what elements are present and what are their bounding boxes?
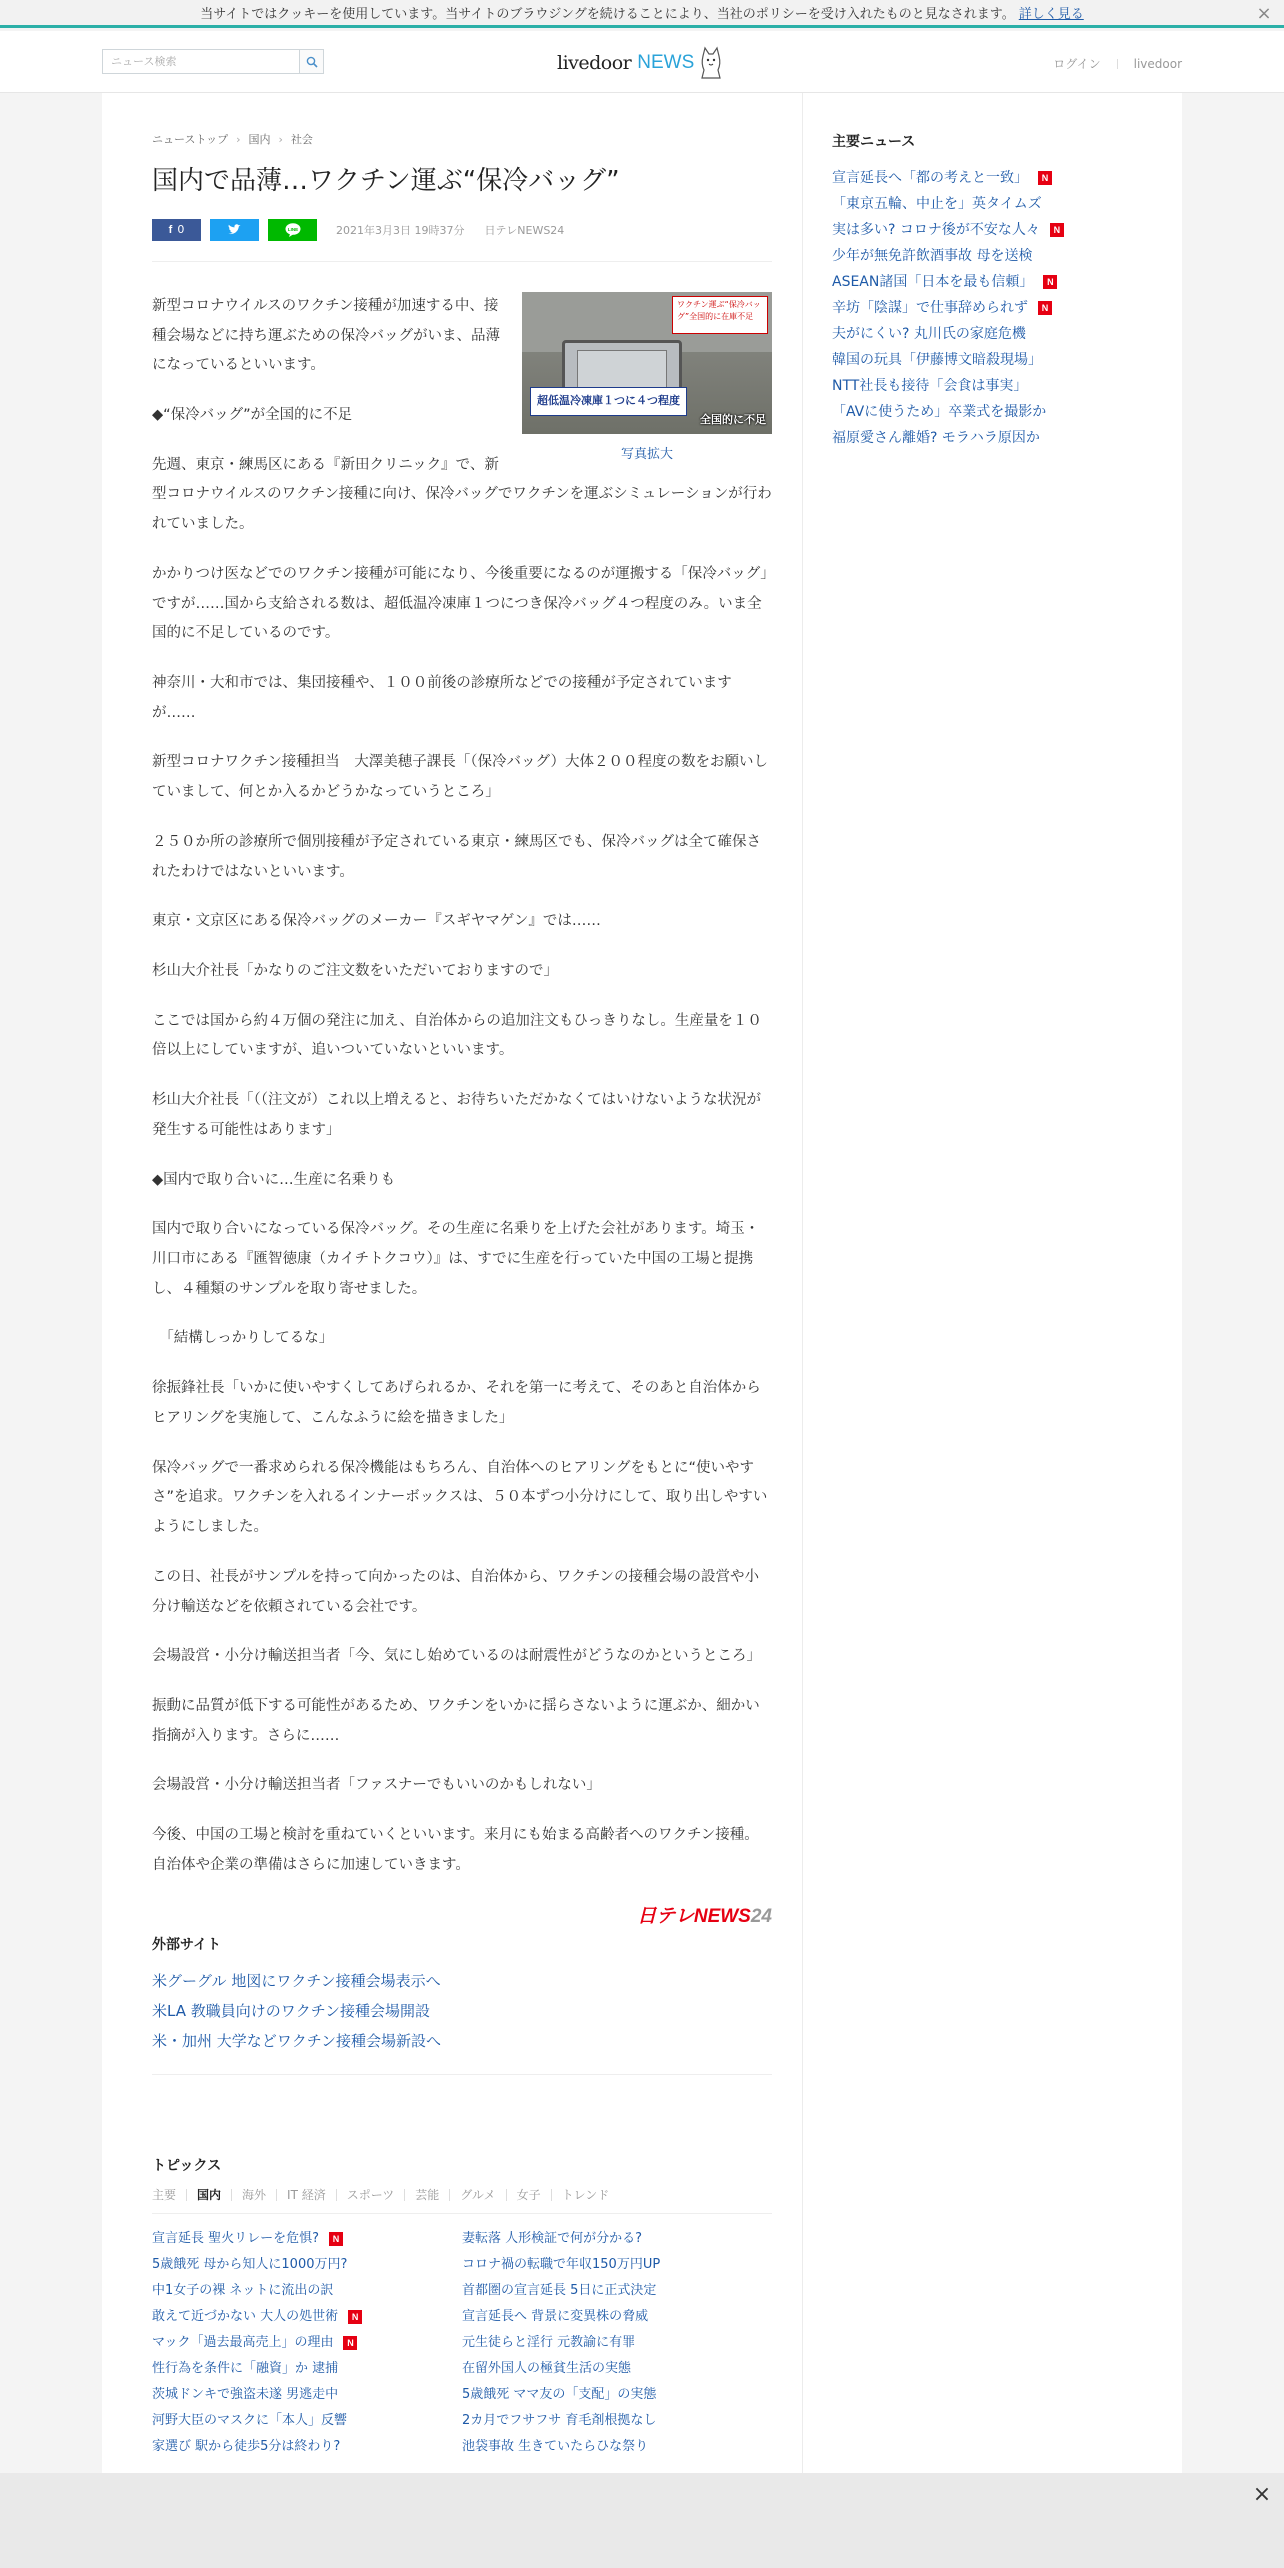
column-divider [802, 93, 803, 2493]
article-paragraph: 新型コロナウイルスのワクチン接種が加速する中、接種会場などに持ち運ぶための保冷バッグがいま、品薄になっているといいます。 [152, 297, 500, 374]
topic-link[interactable] [152, 2330, 462, 2356]
source-logo-number: 24 [750, 1905, 772, 1927]
topic-link-text: 首都圏の宣言延長 5日に正式決定 [462, 2282, 657, 2298]
article-meta [152, 219, 772, 241]
topic-column-left [152, 2226, 462, 2460]
cookie-close-button[interactable] [1254, 4, 1274, 24]
article-paragraph: 先週、東京・練馬区にある『新田クリニック』で、新型コロナウイルスのワクチン接種に向け、保冷バッグでワクチンを運ぶシミュレーションが行われていました。 [152, 456, 772, 533]
sidebar-news-link-text: 実は多い? コロナ後が不安な人々 [832, 222, 1040, 238]
topic-link[interactable] [152, 2434, 462, 2460]
line-share-button[interactable] [268, 219, 317, 241]
topic-tab[interactable]: IT 経済 [276, 2189, 336, 2201]
new-badge-icon: N [1043, 275, 1057, 289]
sidebar-news-link[interactable] [832, 373, 1152, 399]
topic-link[interactable] [462, 2278, 772, 2304]
topic-link[interactable] [152, 2304, 462, 2330]
topic-link-text: 2カ月でフサフサ 育毛剤根拠なし [462, 2412, 657, 2428]
site-logo[interactable] [557, 45, 724, 81]
topic-link[interactable] [462, 2226, 772, 2252]
article-paragraph: 振動に品質が低下する可能性があるため、ワクチンをいかに揺らさないように運ぶか、細かい指摘が入ります。さらに…… [152, 1697, 760, 1744]
divider [152, 2213, 772, 2214]
topic-link[interactable] [462, 2382, 772, 2408]
source-logo-text: 日テレNEWS [637, 1905, 751, 1927]
sidebar-news-link[interactable] [832, 217, 1152, 243]
topic-link-text: 池袋事故 生きていたらひな祭り [462, 2438, 649, 2454]
topic-link[interactable] [462, 2434, 772, 2460]
cookie-more-link[interactable]: 詳しく見る [1018, 7, 1084, 22]
article-paragraph: 「結構しっかりしてるな」 [152, 1330, 334, 1347]
new-badge-icon: N [1038, 301, 1052, 315]
topic-link[interactable] [462, 2252, 772, 2278]
sidebar-news-link[interactable] [832, 243, 1152, 269]
article-title: 国内で品薄…ワクチン運ぶ“保冷バッグ” [152, 166, 620, 196]
chevron-right-icon: › [236, 132, 241, 146]
topic-tab[interactable]: スポーツ [336, 2189, 405, 2201]
topic-link[interactable] [152, 2226, 462, 2252]
new-badge-icon: N [1038, 171, 1052, 185]
topic-link[interactable] [152, 2356, 462, 2382]
article-paragraph: 国内で取り合いになっている保冷バッグ。その生産に名乗りを上げた会社があります。埼玉・川口市にある『匯智徳康（カイチトクコウ）』は、すでに生産を行っていた中国の工場と提携し、４種類のサンプルを取り寄せました。 [152, 1221, 760, 1297]
new-badge-icon: N [348, 2310, 362, 2324]
close-icon: × [1252, 2482, 1272, 2507]
topic-link-text: 性行為を条件に「融資」か 逮捕 [152, 2360, 339, 2376]
topic-link-text: 妻転落 人形検証で何が分かる? [462, 2230, 643, 2246]
login-link[interactable]: ログイン [1053, 57, 1101, 71]
cookie-banner [0, 0, 1284, 28]
sidebar-news-link-text: NTT社長も接待「会食は事実」 [832, 378, 1028, 394]
breadcrumb [152, 131, 772, 147]
chevron-right-icon: › [278, 132, 283, 146]
external-links [152, 1966, 772, 2056]
line-icon [285, 223, 301, 237]
sidebar-news-link-text: 辛坊「陰謀」で仕事辞められず [832, 300, 1028, 316]
sidebar-news-link[interactable] [832, 425, 1152, 451]
sidebar-news-link[interactable] [832, 321, 1152, 347]
divider [152, 2074, 772, 2075]
topic-grid [152, 2226, 772, 2460]
bottom-ad-bar [0, 2473, 1284, 2568]
topic-tab[interactable]: 女子 [506, 2189, 551, 2201]
twitter-share-button[interactable] [210, 219, 259, 241]
topic-link[interactable] [462, 2408, 772, 2434]
article-paragraph: 東京・文京区にある保冷バッグのメーカー『スギヤマゲン』では…… [152, 913, 601, 930]
topic-tab[interactable]: 主要 [152, 2187, 177, 2202]
article-paragraph: ２５０か所の診療所で個別接種が予定されている東京・練馬区でも、保冷バッグは全て確保されたわけではないといいます。 [152, 833, 761, 880]
topic-tab[interactable]: 芸能 [404, 2189, 449, 2201]
photo-caption-top: ワクチン運ぶ“保冷バッグ”全国的に在庫不足 [672, 296, 768, 334]
search-button[interactable] [299, 50, 323, 73]
svg-text:LINE: LINE [287, 226, 298, 232]
photo-cooler-lid [577, 350, 667, 388]
topic-link[interactable] [152, 2382, 462, 2408]
topic-link-text: 宣言延長へ 背景に変異株の脅威 [462, 2308, 649, 2324]
topic-link[interactable] [462, 2304, 772, 2330]
topic-link-text: 茨城ドンキで強盗未遂 男逃走中 [152, 2386, 339, 2402]
topic-link-text: 中1女子の裸 ネットに流出の訳 [152, 2282, 334, 2298]
topic-link[interactable] [152, 2278, 462, 2304]
sidebar-news-link[interactable] [832, 165, 1152, 191]
article-paragraph: 保冷バッグで一番求められる保冷機能はもちろん、自治体へのヒアリングをもとに“使いやすさ”を追求。ワクチンを入れるインナーボックスは、５０本ずつ小分けにして、取り出しやすいようにしました。 [152, 1459, 768, 1536]
sidebar-news-link-text: 韓国の玩具「伊藤博文暗殺現場」 [832, 352, 1042, 368]
bottom-bar-close-button[interactable] [1250, 2483, 1274, 2507]
topic-link[interactable] [152, 2252, 462, 2278]
topic-tab[interactable]: 海外 [231, 2189, 276, 2201]
article-paragraph: 徐振鋒社長「いかに使いやすくしてあげられるか、それを第一に考えて、そのあと自治体からヒアリングを実施して、こんなふうに絵を描きました」 [152, 1380, 761, 1426]
photo-enlarge-link[interactable]: 写真拡大 [620, 446, 673, 462]
sidebar-news-link-text: 宣言延長へ「都の考えと一致」 [832, 170, 1028, 186]
topic-link-text: 5歳餓死 母から知人に1000万円? [152, 2256, 348, 2272]
divider [152, 261, 772, 262]
photo-caption-main: 超低温冷凍庫１つに４つ程度 [530, 387, 687, 416]
cookie-text: 当サイトではクッキーを使用しています。当サイトのブラウジングを続けることにより、当社のポリシーを受け入れたものと見なされます。 [200, 7, 1015, 22]
facebook-share-button[interactable] [152, 219, 201, 241]
topic-column-right [462, 2226, 772, 2460]
topic-tab[interactable]: 国内 [186, 2189, 231, 2201]
article-body [152, 292, 772, 1881]
livedoor-link[interactable]: livedoor [1133, 56, 1182, 71]
sidebar-news-link-text: 福原愛さん離婚? モラハラ原因か [832, 430, 1040, 446]
article-paragraph: 会場設営・小分け輸送担当者「今、気にし始めているのは耐震性がどうなのかというところ」 [152, 1648, 761, 1665]
new-badge-icon: N [1050, 223, 1064, 237]
sidebar-news-link-text: ASEAN諸国「日本を最も信頼」 [832, 274, 1034, 290]
source-logo[interactable] [152, 1901, 772, 1928]
sidebar-news-link[interactable] [832, 269, 1152, 295]
article-photo [522, 292, 772, 469]
article-photo-image[interactable] [522, 292, 772, 434]
article-paragraph: 今後、中国の工場と検討を重ねていくといいます。来月にも始まる高齢者へのワクチン接種。自治体や企業の準備はさらに加速していきます。 [152, 1827, 759, 1873]
topic-link-text: 元生徒らと淫行 元教諭に有罪 [462, 2334, 636, 2350]
external-link[interactable]: 米・加州 大学などワクチン接種会場新設へ [152, 2031, 442, 2050]
header-divider [1117, 59, 1118, 69]
logo-news: NEWS [637, 52, 695, 73]
article-source: 日テレNEWS24 [484, 223, 565, 237]
article-paragraph: ここでは国から約４万個の発注に加え、自治体からの追加注文もひっきりなし。生産量を１０倍以上にしていますが、追いついていないといいます。 [152, 1012, 762, 1059]
article-paragraph: 杉山大介社長「（（注文が）これ以上増えると、お待ちいただかなくてはいけないような状況が発生する可能性はあります」 [152, 1092, 761, 1138]
new-badge-icon: N [343, 2336, 357, 2350]
topic-link[interactable] [462, 2330, 772, 2356]
logo-livedoor: livedoor [557, 52, 632, 74]
topic-link-text: マック「過去最高売上」の理由 [152, 2334, 334, 2350]
sidebar-news-list [832, 165, 1152, 451]
sidebar-news-link-text: 少年が無免許飲酒事故 母を送検 [832, 248, 1033, 264]
article-paragraph: 杉山大介社長「かなりのご注文数をいただいておりますので」 [152, 963, 558, 980]
new-badge-icon: N [329, 2232, 343, 2246]
sidebar-news-link-text: 「AVに使うため」卒業式を撮影か [832, 404, 1047, 420]
topic-tab[interactable]: トレンド [551, 2189, 620, 2201]
sidebar-news-link-text: 「東京五輪、中止を」英タイムズ [832, 196, 1042, 212]
facebook-share-count: 0 [177, 223, 185, 237]
article-column [152, 93, 772, 2460]
topic-link[interactable] [462, 2356, 772, 2382]
sidebar-news-link[interactable] [832, 347, 1152, 373]
topic-tabs [152, 2189, 772, 2201]
article-subheading: ◆国内で取り合いに…生産に名乗りも [152, 1171, 396, 1188]
article-paragraph: かかりつけ医などでのワクチン接種が可能になり、今後重要になるのが運搬する「保冷バッグ」ですが……国から支給される数は、超低温冷凍庫１つにつき保冷バッグ４つ程度のみ。いま全国的に不足しているのです。 [152, 565, 768, 642]
sidebar-title: 主要ニュース [832, 134, 916, 150]
topic-link[interactable] [152, 2408, 462, 2434]
facebook-icon: f [168, 223, 173, 236]
site-header [0, 31, 1284, 93]
topic-link-text: 敢えて近づかない 大人の処世術 [152, 2308, 339, 2324]
twitter-icon [228, 224, 241, 235]
topic-link-text: 5歳餓死 ママ友の「支配」の実態 [462, 2386, 657, 2402]
topic-tab[interactable]: グルメ [449, 2189, 505, 2201]
article-paragraph: 新型コロナワクチン接種担当 大澤美穂子課長「（保冷バッグ）大体２００程度の数をお願いしていまして、何とか入るかどうかなっていうところ」 [152, 754, 768, 801]
sidebar-news-link-text: 夫がにくい? 丸川氏の家庭危機 [832, 326, 1026, 342]
breadcrumb-item-domestic[interactable]: 国内 [248, 133, 271, 146]
external-sites-title: 外部サイト [152, 1936, 222, 1953]
external-link[interactable]: 米LA 教職員向けのワクチン接種会場開設 [152, 2001, 430, 2020]
photo-caption-sub: 全国的に不足 [700, 413, 766, 427]
search-icon [306, 56, 318, 68]
topic-link-text: 宣言延長 聖火リレーを危惧? [152, 2230, 320, 2246]
breadcrumb-item-society[interactable]: 社会 [290, 133, 313, 146]
topic-link-text: 在留外国人の極貧生活の実態 [462, 2360, 632, 2376]
mascot-icon [698, 46, 724, 80]
sidebar-news-link[interactable] [832, 399, 1152, 425]
article-date: 2021年3月3日 19時37分 [336, 223, 465, 237]
sidebar-news-link[interactable] [832, 191, 1152, 217]
topic-link-text: 家選び 駅から徒歩5分は終わり? [152, 2438, 341, 2454]
search-box [102, 49, 324, 74]
close-icon: × [1256, 3, 1272, 24]
breadcrumb-item-top[interactable]: ニューストップ [152, 133, 229, 146]
topics-section [152, 2155, 772, 2460]
content-wrapper [102, 93, 1182, 2493]
topics-title: トピックス [152, 2157, 222, 2174]
external-link[interactable]: 米グーグル 地図にワクチン接種会場表示へ [152, 1971, 441, 1990]
sidebar [832, 93, 1152, 451]
article-paragraph: 神奈川・大和市では、集団接種や、１００前後の診療所などでの接種が予定されていますが…… [152, 674, 732, 721]
article-subheading: ◆“保冷バッグ”が全国的に不足 [152, 406, 353, 423]
article-paragraph: 会場設営・小分け輸送担当者「ファスナーでもいいのかもしれない」 [152, 1777, 601, 1794]
topic-link-text: 河野大臣のマスクに「本人」反響 [152, 2412, 348, 2428]
search-input[interactable] [103, 50, 299, 73]
sidebar-news-link[interactable] [832, 295, 1152, 321]
header-links [1053, 55, 1182, 72]
topic-link-text: コロナ禍の転職で年収150万円UP [462, 2256, 661, 2272]
article-paragraph: この日、社長がサンプルを持って向かったのは、自治体から、ワクチンの接種会場の設営や小分け輸送などを依頼されている会社です。 [152, 1568, 759, 1615]
